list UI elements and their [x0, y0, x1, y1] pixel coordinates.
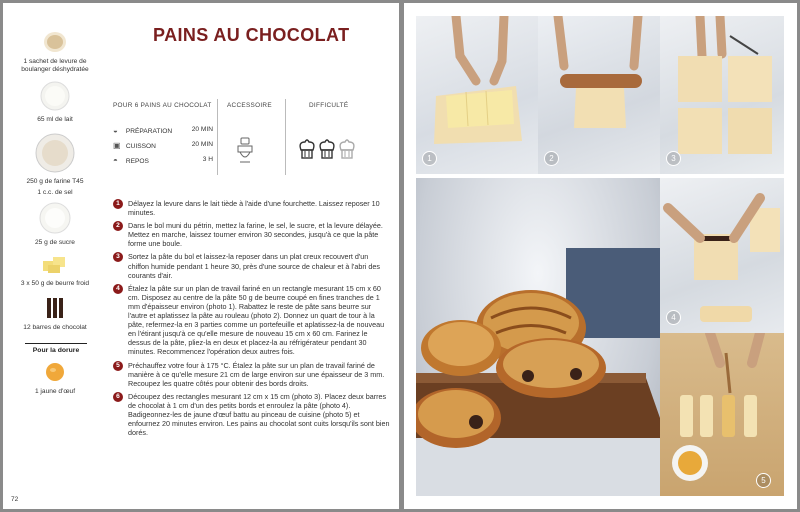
step-5 [113, 361, 391, 388]
ingredient-salt [9, 189, 101, 197]
ingredient-label: 65 ml de lait [37, 116, 73, 123]
left-page [3, 3, 399, 509]
ingredient-label: 250 g de farine T45 [26, 178, 84, 185]
divider [217, 99, 218, 175]
ingredient-flour [9, 133, 101, 186]
ingredient-label: 12 barres de chocolat [23, 324, 87, 331]
step-number: 6 [113, 392, 123, 402]
page-title: PAINS AU CHOCOLAT [153, 25, 350, 45]
difficulte-header: DIFFICULTÉ [309, 102, 349, 109]
yeast-icon [43, 31, 67, 53]
photo-4-image [660, 178, 784, 333]
right-page [404, 3, 797, 509]
step-number: 2 [113, 221, 123, 231]
chef-hat-icon [338, 138, 356, 160]
step-4 [113, 284, 391, 357]
step-2 [113, 221, 391, 248]
accessoire-header: ACCESSOIRE [227, 102, 272, 109]
photo-4 [660, 178, 784, 333]
chef-hat-icon [298, 138, 316, 160]
photo-3-image [660, 16, 784, 174]
ingredient-egg-yolk [9, 361, 101, 396]
sugar-icon [39, 202, 71, 234]
mixer-icon [234, 136, 256, 164]
info-row-repos [113, 156, 213, 165]
photo-2 [538, 16, 660, 174]
photo-5 [660, 333, 784, 496]
portions-header: POUR 6 PAINS AU CHOCOLAT [113, 102, 212, 109]
info-value: 20 MIN [191, 126, 213, 133]
steps-list [113, 199, 391, 437]
step-text: Étalez la pâte sur un plan de travail fariné en un rectangle mesurant 15 cm x 60 cm. Disposez au centre de la pâte 50 g de beurre coupé en fines tranches de 1 mm d'épaisseur environ (photo 1). Rabattez le reste de pâte sans beurre sur l'autre et aplatissez la pâte au rouleau (photo 2). Donnez un quart de tour à la pâte, refermez-la en 3 parties comme un portefeuille et aplatissez-la de nouveau en l'étirant jusqu'à ce qu'elle mesure de nouveau 15 cm x 60 cm. Farinez le dessus de la pâte, pliez-la en deux et placez-la au réfrigérateur pendant 30 minutes. Recommencez l'opération deux autres fois. [128, 283, 385, 357]
step-6 [113, 392, 391, 437]
page-number: 72 [11, 496, 19, 503]
step-3 [113, 252, 391, 279]
main-photo-image [416, 178, 660, 496]
step-text: Découpez des rectangles mesurant 12 cm x 15 cm (photo 3). Placez deux barres de chocolat à 1 cm d'un des petits bords et enroulez la pâte (photo 4). Badigeonnez-les de jaune d'œuf battu au pinceau de cuisine (photo 5) et enfournez 20 minutes environ. Les pains au chocolat sont cuits lorsqu'ils sont bien dorés. [128, 391, 390, 438]
info-row-preparation [113, 126, 213, 135]
ingredient-label: 1 jaune d'œuf [34, 388, 76, 395]
step-number: 3 [113, 252, 123, 262]
photo-number-badge: 1 [422, 151, 437, 166]
photo-5-image [660, 333, 784, 496]
chocolate-icon [44, 297, 66, 319]
ingredient-yeast [9, 31, 101, 74]
info-row-cuisson [113, 141, 213, 150]
chef-hat-icon [318, 138, 336, 160]
ingredient-label: 3 x 50 g de beurre froid [20, 280, 90, 287]
difficulty-rating [298, 138, 358, 162]
step-text: Dans le bol muni du pétrin, mettez la farine, le sel, le sucre, et la levure délayée. Mettez en marche, laissez tourner environ 30 secondes, jusqu'à ce que la pâte forme une boule. [128, 221, 383, 249]
step-text: Préchauffez votre four à 175 °C. Étalez la pâte sur un plan de travail fariné de manière à ce qu'elle mesure 21 cm de large environ sur une épaisseur de 3 mm. Recoupez les quatre côtés pour obtenir des bords droits. [128, 360, 385, 388]
ingredient-label: 1 c.c. de sel [37, 189, 73, 196]
photo-3 [660, 16, 784, 174]
main-photo [416, 178, 660, 496]
ingredient-milk [9, 81, 101, 124]
dorure-title: Pour la dorure [25, 343, 87, 354]
photo-number-badge: 3 [666, 151, 681, 166]
photo-1 [416, 16, 538, 174]
ingredient-chocolate [9, 297, 101, 332]
info-value: 20 MIN [191, 141, 213, 148]
flour-icon [35, 133, 75, 173]
egg-yolk-icon [43, 361, 67, 383]
step-number: 4 [113, 284, 123, 294]
ingredient-butter [9, 253, 101, 288]
milk-icon [40, 81, 70, 111]
divider [285, 99, 286, 175]
info-value: 3 H [202, 156, 213, 163]
butter-icon [40, 253, 70, 275]
step-text: Sortez la pâte du bol et laissez-la reposer dans un plat creux recouvert d'un chiffon humide pendant 1 heure 30, près d'une source de chaleur et à l'abri des courants d'air. [128, 252, 380, 280]
photo-number-badge: 4 [666, 310, 681, 325]
step-text: Délayez la levure dans le lait tiède à l'aide d'une fourchette. Laissez reposer 10 minutes. [128, 199, 380, 218]
photo-1-image [416, 16, 538, 174]
pot-icon: ▣ [113, 141, 121, 150]
ingredient-label: 25 g de sucre [35, 239, 75, 246]
ingredient-sugar [9, 202, 101, 247]
info-label: CUISSON [125, 143, 156, 150]
info-label: REPOS [125, 158, 149, 165]
step-number: 1 [113, 199, 123, 209]
step-number: 5 [113, 361, 123, 371]
covered-bowl-icon: ◓ [113, 156, 118, 165]
step-1 [113, 199, 391, 217]
ingredient-label: 1 sachet de levure de boulanger déshydratée [21, 58, 89, 73]
info-label: PRÉPARATION [125, 128, 173, 135]
photo-number-badge: 2 [544, 151, 559, 166]
whisk-bowl-icon: ◒ [113, 126, 118, 135]
photo-2-image [538, 16, 660, 174]
photo-number-badge: 5 [756, 473, 771, 488]
